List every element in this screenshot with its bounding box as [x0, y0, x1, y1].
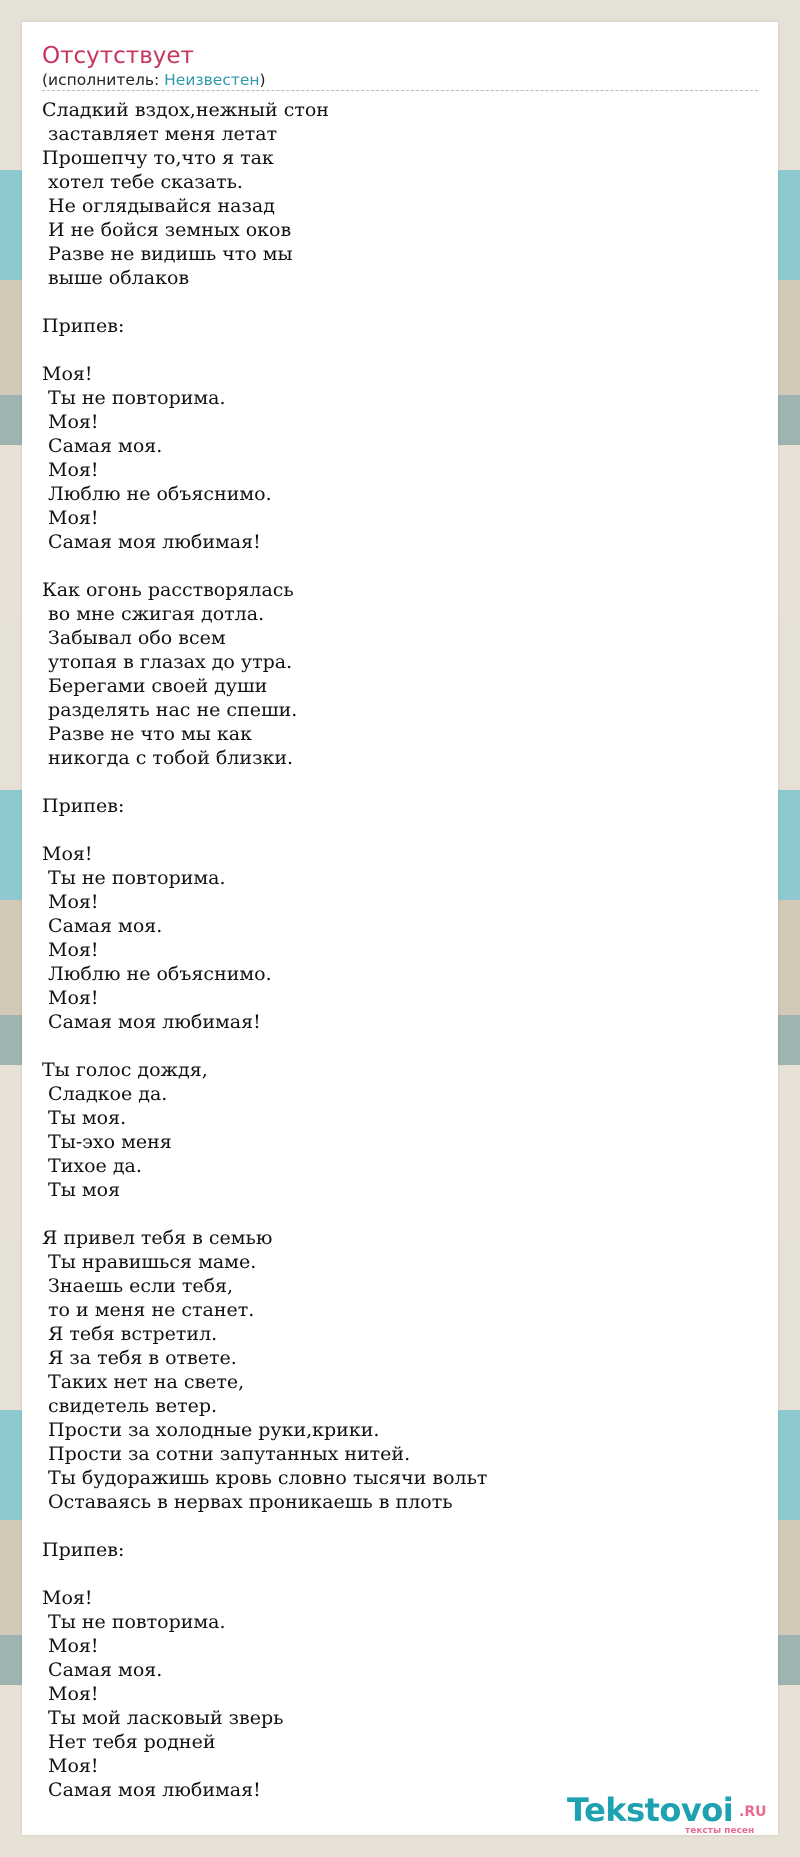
logo-tagline: тексты песен [685, 1826, 755, 1836]
lyrics-card [22, 22, 778, 1835]
title-divider [42, 90, 758, 91]
logo-wordmark: Tekstovoi [567, 1791, 734, 1829]
song-title: Отсутствует [42, 43, 194, 69]
site-logo[interactable] [567, 1791, 767, 1836]
performer-link[interactable]: Неизвестен [164, 71, 260, 89]
performer-suffix: ) [259, 71, 266, 89]
performer-prefix: (исполнитель: [42, 71, 165, 89]
logo-domain: .RU [739, 1804, 767, 1820]
lyrics-text: Сладкий вздох,нежный стон заставляет меня летат Прошепчу то,что я так хотел тебе сказать. Не оглядывайся назад И не бойся земных оков Разве не видишь что мы выше облаков Припев: Моя! Ты не повторима. Моя! Самая моя. Моя! Люблю не объяснимо. Моя! Самая моя любимая! Как огонь расстворялась во мне сжигая дотла. Забывал обо всем утопая в глазах до утра. Берегами своей души разделять нас не спеши. Разве не что мы как никогда с тобой близки. Припев: Моя! Ты не повторима. Моя! Самая моя. Моя! Люблю не объяснимо. Моя! Самая моя любимая! Ты голос дождя, Сладкое да. Ты моя. Ты-эхо меня Тихое да. Ты моя Я привел тебя в семью Ты нравишься маме. Знаешь если тебя, то и меня не станет. Я тебя встретил. Я за тебя в ответе. Таких нет на свете, свидетель ветер. Прости за холодные руки,крики. Прости за сотни запутанных нитей. Ты будоражишь кровь словно тысячи вольт Оставаясь в нервах проникаешь в плоть Припев: Моя! Ты не повторима. Моя! Самая моя. Моя! Ты мой ласковый зверь Нет тебя родней Моя! Самая моя любимая! [42, 99, 488, 1801]
performer-line [42, 70, 266, 90]
